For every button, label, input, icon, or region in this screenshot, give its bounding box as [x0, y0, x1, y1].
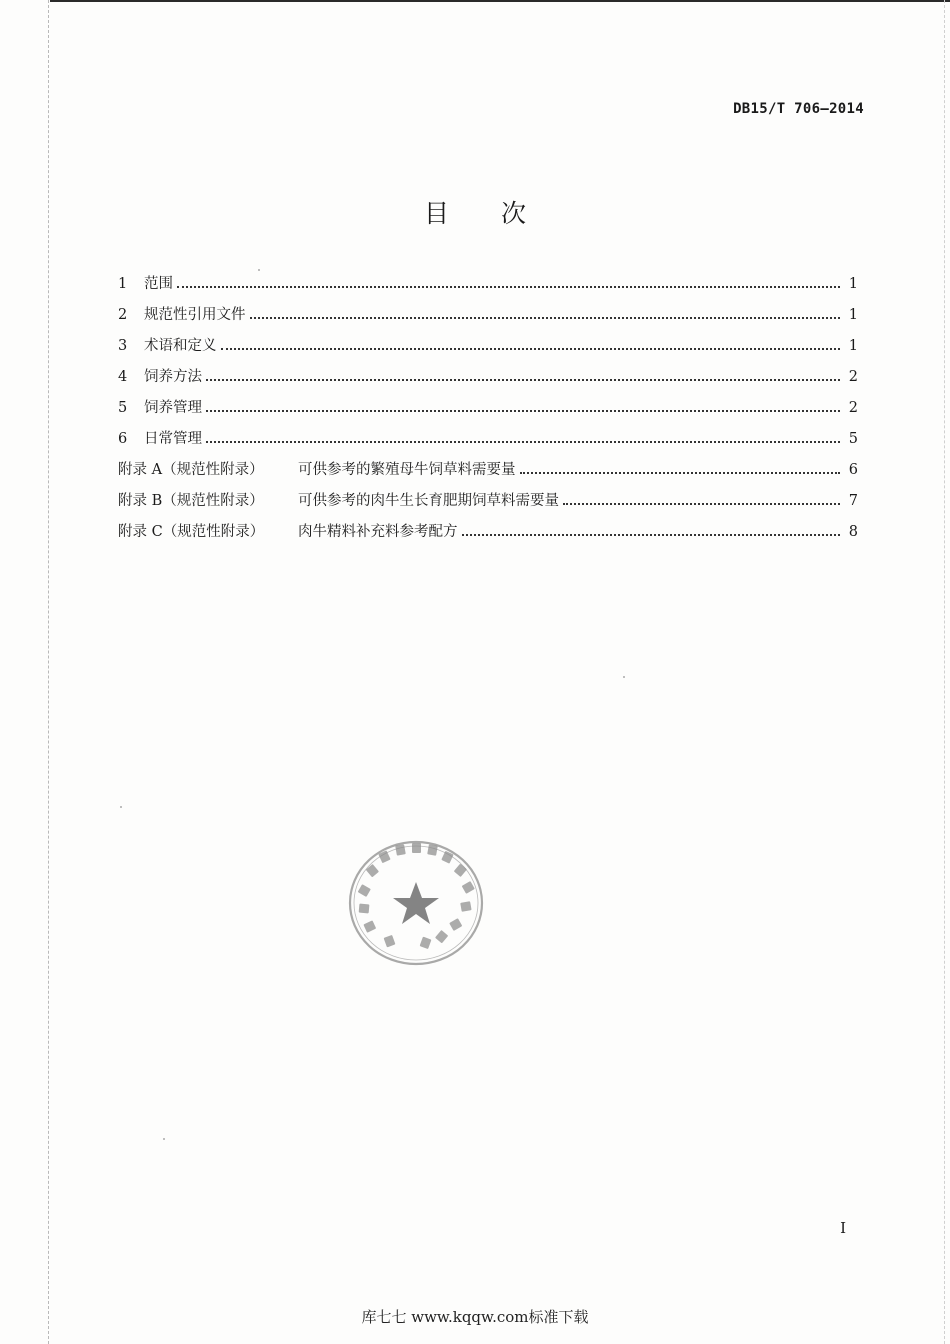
toc-entry-page: 1 [848, 276, 858, 292]
toc-entry-label: 饲养管理 [144, 400, 202, 416]
scan-speck [623, 676, 625, 678]
toc-annex-prefix: 附录 B（规范性附录） [118, 493, 264, 509]
toc-annex-prefix: 附录 A（规范性附录） [118, 462, 264, 478]
toc-leader-dots [563, 502, 840, 505]
toc-title: 目次 [423, 199, 578, 228]
toc-entry-number: 3 [118, 338, 128, 354]
toc-entry-page: 1 [848, 338, 858, 354]
toc-entry-number: 6 [118, 431, 128, 447]
toc-entry[interactable] [118, 395, 858, 426]
toc-leader-dots [177, 285, 840, 288]
toc-annex-prefix: 附录 C（规范性附录） [118, 524, 265, 540]
toc-entry-number: 5 [118, 400, 128, 416]
toc-entry-label: 规范性引用文件 [144, 307, 246, 323]
toc-leader-dots [250, 316, 841, 319]
toc-leader-dots [206, 378, 840, 381]
toc-leader-dots [206, 440, 840, 443]
toc-entry-page: 2 [848, 369, 858, 385]
toc-entry-label: 可供参考的繁殖母牛饲草料需要量 [298, 462, 516, 478]
page-number: I [840, 1219, 846, 1237]
scan-speck [120, 806, 122, 808]
toc-entry-number: 2 [118, 307, 128, 323]
toc-entry-page: 8 [848, 524, 858, 540]
toc-entry[interactable] [118, 426, 858, 457]
toc-leader-dots [221, 347, 841, 350]
scan-speck [163, 1138, 165, 1140]
toc-leader-dots [206, 409, 840, 412]
table-of-contents [118, 271, 858, 550]
toc-entry-annex-b[interactable] [118, 488, 858, 519]
toc-entry-page: 7 [848, 493, 858, 509]
toc-entry-number: 4 [118, 369, 128, 385]
toc-entry-page: 6 [848, 462, 858, 478]
seal-star-icon [393, 882, 439, 924]
scan-speck [258, 269, 260, 271]
toc-entry-page: 5 [848, 431, 858, 447]
toc-entry-label: 可供参考的肉牛生长育肥期饲草料需要量 [298, 493, 559, 509]
footer-watermark: 库七七 www.kqqw.com标准下载 [361, 1308, 589, 1326]
toc-entry[interactable] [118, 364, 858, 395]
toc-entry-label: 肉牛精料补充料参考配方 [298, 524, 458, 540]
toc-entry[interactable] [118, 271, 858, 302]
toc-entry-label: 范围 [144, 276, 173, 292]
top-border-line [50, 0, 950, 2]
toc-entry[interactable] [118, 302, 858, 333]
toc-entry-page: 1 [848, 307, 858, 323]
official-seal-stamp [346, 838, 486, 968]
toc-entry[interactable] [118, 333, 858, 364]
toc-entry-annex-c[interactable] [118, 519, 858, 550]
standard-code: DB15/T 706—2014 [733, 101, 864, 117]
toc-entry-label: 饲养方法 [144, 369, 202, 385]
toc-entry-label: 术语和定义 [144, 338, 217, 354]
toc-entry-number: 1 [118, 276, 128, 292]
toc-leader-dots [520, 471, 841, 474]
toc-entry-label: 日常管理 [144, 431, 202, 447]
toc-entry-page: 2 [848, 400, 858, 416]
toc-entry-annex-a[interactable] [118, 457, 858, 488]
toc-leader-dots [462, 533, 841, 536]
